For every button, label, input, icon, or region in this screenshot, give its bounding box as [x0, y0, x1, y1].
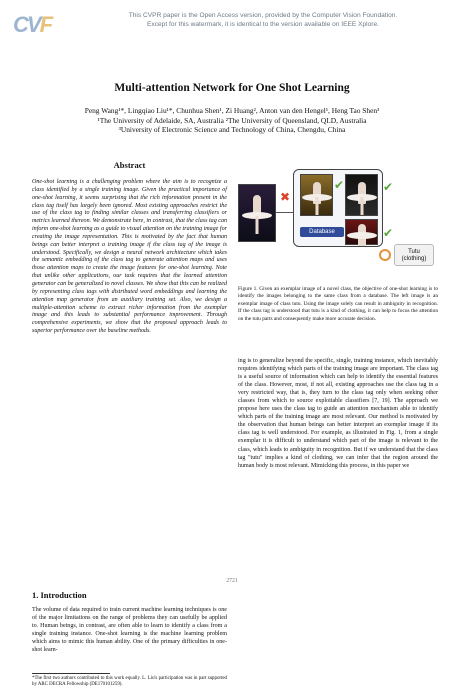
paper-title: Multi-attention Network for One Shot Learning	[114, 82, 350, 94]
footnote: *The first two authors contributed to this work equally. L. Liu's participation was in part supported by ARC DECRA Fellowship (DE170101259).	[32, 676, 227, 688]
check-icon: ✔	[383, 180, 394, 194]
check-icon: ✔	[334, 178, 345, 192]
tag-icon	[379, 249, 391, 261]
cvf-logo: CVF	[13, 12, 52, 37]
page-header	[0, 12, 464, 38]
footnote-rule	[32, 673, 110, 674]
exemplar-image	[238, 184, 276, 242]
affiliation-line-1: ¹The University of Adelaide, SA, Australia ²The University of Queensland, QLD, Australia	[97, 115, 367, 125]
author-names: Peng Wang¹*, Lingqiao Liu¹*, Chunhua Shen¹, Zi Huang², Anton van den Hengel¹, Heng Tao Shen³	[84, 106, 380, 115]
figure-1	[238, 164, 438, 276]
affiliation-line-2: ³University of Electronic Science and Technology of China, Chengdu, China	[118, 125, 346, 134]
notice-line-1: This CVPR paper is the Open Access version, provided by the Computer Vision Foundation.	[128, 12, 398, 19]
author-block	[0, 106, 464, 135]
cross-icon: ✖	[280, 190, 291, 204]
class-tag-box	[394, 244, 434, 266]
database-image-3	[345, 219, 378, 245]
check-icon: ✔	[383, 226, 394, 240]
introduction-text: The volume of data required to train current machine learning techniques is one of the major limitations on the range of problems they can usefully be applied to. Human beings, in contrast, are often able to learn to identify a class from a single training instance. One-shot learning is the machine learning problem which aims to mimic this human ability. One of the primary difficulties in one-shot learn-	[32, 607, 227, 654]
database-label: Database	[300, 227, 344, 237]
page-number: 2721	[226, 578, 238, 584]
database-image-1	[300, 174, 333, 216]
figure-caption: Figure 1. Given an exemplar image of a novel class, the objective of one-shot learning is to identify the images belonging to the same class from a database. The left image is an exemplar image of class tutu. Using the image solely can result in ambiguity in recognition. If the class tag is understood that tutu is a kind of clothing, it can help to focus the attention on the tutu parts and consequently make more accurate decision.	[238, 286, 438, 322]
tag-line-1: Tutu	[408, 249, 420, 255]
arrow-line	[276, 212, 293, 213]
open-access-notice	[88, 12, 438, 29]
notice-line-2: Except for this watermark, it is identical to the version available on IEEE Xplore.	[147, 20, 379, 28]
introduction-heading: 1. Introduction	[32, 590, 87, 600]
abstract-text: One-shot learning is a challenging problem where the aim is to recognize a class identified by a single training image. Given the practical importance of one-shot learning, it seems surprising that the rich information present in the class tag itself has largely been ignored. Most existing approaches restrict the use of the class tag to finding similar classes and transferring classifiers or metrics learned thereon. We demonstrate here, in contrast, that the class tag can inform one-shot learning as a guide to visual attention on the training image for creating the image representation. This is motivated by the fact that human beings can better interpret a training image if the class tag of the image is understood. Specifically, we design a neural network architecture which takes the semantic embedding of the class tag to generate attention maps and uses those attention maps to create the image features for one-shot learning. Note that unlike other applications, our task requires that the learned attention generator can be generalized to novel classes. We show that this can be realized by representing class tags with distributed word embeddings and learning the attention map generator from an auxiliary training set. Also, we design a multiple-attention scheme to extract richer information from the exemplar image and this leads to substantial performance improvement. Through comprehensive experiments, we show that the proposed approach leads to superior performance over the baseline methods.	[32, 179, 227, 335]
abstract-heading: Abstract	[113, 160, 146, 170]
database-image-2	[345, 174, 378, 216]
left-column	[32, 156, 227, 688]
introduction-continued-text: ing is to generalize beyond the specific, single, training instance, which inevitably requires identifying which parts of the training image are important. The class tag is a useful source of information which can help to identify the essential features of the class. However, most, if not all, existing approaches use the class tag in a very restricted way, that is, they turn to the class tag only when seeking other classes from which to source exploitable classifiers [7, 19]. The approach we propose here uses the class tag to guide an attention mechanism able to identify which parts of the training image are most relevant. Our method is motivated by the observation that human beings can better interpret an exemplar image if its class tag is well understood. For example, as illustrated in Fig. 1, from a single exemplar it is difficult to understand which part of the image is relevant to the class, which leads to ambiguity in recognition. But if we understand that the class tag "tutu" implies a kind of clothing, we can infer that the region around the human body is most relevant. Mimicking this process, in this paper we	[238, 358, 438, 469]
tag-line-2: (clothing)	[401, 256, 427, 262]
